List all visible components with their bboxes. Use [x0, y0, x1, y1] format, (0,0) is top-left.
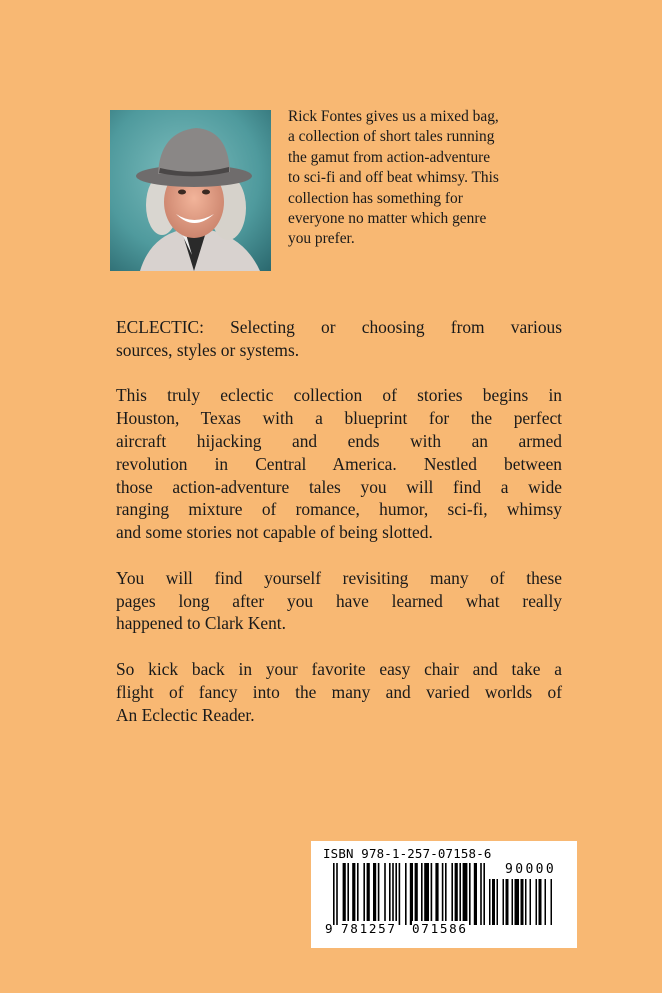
closing-paragraph: [116, 658, 562, 726]
barcode-bar: [389, 863, 391, 925]
barcode-bar: [347, 863, 349, 925]
bio-line: collection has something for: [288, 189, 463, 207]
barcode-bar: [459, 863, 461, 925]
barcode-bar: [392, 863, 394, 925]
bio-line: you prefer.: [288, 230, 355, 248]
text-line: You will find yourself revisiting many of these: [116, 567, 562, 588]
barcode-bar: [363, 863, 365, 925]
barcode-bar: [333, 863, 335, 925]
author-portrait-image: [110, 110, 271, 271]
text-line: sources, styles or systems.: [116, 339, 300, 360]
barcode-bar: [512, 879, 514, 925]
barcode-bar: [480, 863, 482, 925]
barcode-bar: [474, 863, 477, 925]
barcode-bar: [410, 863, 413, 925]
barcode-lead-digit: 9: [325, 921, 333, 936]
barcode-right-digits: 071586: [412, 921, 468, 936]
isbn-barcode: [311, 841, 577, 948]
barcode-bar: [451, 863, 453, 925]
barcode-bar: [545, 879, 547, 925]
text-line: flight of fancy into the many and varied worlds of: [116, 681, 562, 702]
barcode-bar: [525, 879, 527, 925]
isbn-label: ISBN 978-1-257-07158-6: [323, 846, 492, 861]
barcode-bar: [435, 863, 438, 925]
revisit-paragraph: [116, 567, 562, 635]
author-photo: [110, 110, 271, 271]
text-line: An Eclectic Reader.: [116, 704, 255, 725]
barcode-bar: [424, 863, 429, 925]
barcode-bar: [357, 863, 359, 925]
barcode-bar: [530, 879, 532, 925]
ean-barcode-bars: [333, 863, 485, 929]
collection-paragraph: [116, 384, 562, 544]
text-line: and some stories not capable of being slotted.: [116, 522, 433, 543]
price-code: 90000: [505, 862, 557, 877]
book-description: [116, 316, 562, 749]
barcode-bar: [405, 863, 407, 925]
text-line: aircraft hijacking and ends with an armed: [116, 430, 562, 451]
barcode-bar: [551, 879, 553, 925]
bio-line: Rick Fontes gives us a mixed bag,: [288, 108, 499, 125]
barcode-bar: [489, 879, 491, 925]
barcode-bar: [536, 879, 538, 925]
text-line: ranging mixture of romance, humor, sci-fi, whimsy: [116, 499, 562, 520]
text-line: So kick back in your favorite easy chair and take a: [116, 658, 562, 679]
barcode-bar: [415, 863, 418, 925]
barcode-left-digits: 781257: [341, 921, 397, 936]
definition-paragraph: [116, 316, 562, 362]
barcode-bar: [421, 863, 423, 925]
text-line: This truly eclectic collection of stories begins in: [116, 385, 562, 406]
text-line: those action-adventure tales you will find a wide: [116, 476, 562, 497]
barcode-bar: [483, 863, 485, 925]
barcode-bar: [506, 879, 509, 925]
barcode-bar: [455, 863, 458, 925]
barcode-bar: [463, 863, 468, 925]
barcode-bar: [539, 879, 542, 925]
author-bio: [288, 107, 553, 250]
barcode-bar: [343, 863, 346, 925]
barcode-bar: [378, 863, 380, 925]
text-line: pages long after you have learned what really: [116, 590, 562, 611]
barcode-bar: [515, 879, 520, 925]
barcode-bar: [336, 863, 338, 925]
barcode-bar: [492, 879, 495, 925]
bio-line: the gamut from action-adventure: [288, 148, 491, 166]
barcode-bar: [497, 879, 499, 925]
barcode-bar: [431, 863, 433, 925]
bio-line: a collection of short tales running: [288, 128, 495, 146]
barcode-bar: [469, 863, 471, 925]
barcode-bar: [521, 879, 524, 925]
bio-line: to sci-fi and off beat whimsy. This: [288, 169, 499, 187]
text-line: ECLECTIC: Selecting or choosing from various: [116, 317, 562, 337]
text-line: happened to Clark Kent.: [116, 613, 286, 634]
barcode-bar: [503, 879, 505, 925]
text-line: revolution in Central America. Nestled between: [116, 453, 562, 474]
barcode-bar: [395, 863, 397, 925]
bio-line: everyone no matter which genre: [288, 210, 487, 228]
barcode-bar: [373, 863, 376, 925]
barcode-bar: [367, 863, 370, 925]
addon-barcode-bars: [489, 879, 567, 929]
barcode-bar: [445, 863, 447, 925]
barcode-bar: [384, 863, 386, 925]
barcode-bar: [399, 863, 401, 925]
barcode-bar: [442, 863, 444, 925]
text-line: Houston, Texas with a blueprint for the perfect: [116, 408, 562, 429]
barcode-bar: [352, 863, 355, 925]
